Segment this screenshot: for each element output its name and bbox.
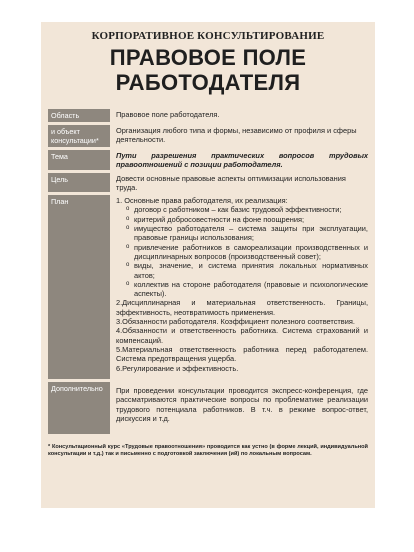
row-topic bbox=[48, 150, 368, 170]
value-topic: Пути разрешения практических вопросов трудовых правоотношений с позиции работодателя. bbox=[116, 151, 368, 170]
row-goal bbox=[48, 173, 368, 193]
header-kicker: КОРПОРАТИВНОЕ КОНСУЛЬТИРОВАНИЕ bbox=[91, 30, 325, 42]
document-page bbox=[41, 22, 375, 508]
value-area: Правовое поле работодателя. bbox=[116, 110, 220, 119]
label-object: и объект консультации* bbox=[48, 125, 110, 147]
value-object: Организация любого типа и формы, независимо от профиля и сферы деятельности. bbox=[116, 126, 357, 145]
plan-sub-list bbox=[126, 205, 368, 298]
plan-item: 3.Обязанности работодателя. Коэффициент полезного соответствия. bbox=[116, 317, 355, 327]
plan-sub-item: o коллектив на стороне работодателя (правовые и психологические аспекты). bbox=[126, 280, 368, 299]
plan-sub-item: o имущество работодателя – система защиты при эксплуатации, правовые границы использования; bbox=[126, 224, 368, 243]
plan-sub-item: o критерий добросовестности на фоне поощрения; bbox=[126, 215, 368, 224]
footnote: * Консультационный курс «Трудовые правоотношения» проводится как устно (в форме лекций, индивидуальной консультации и т.д.) так и письменно с подготовкой заключения (ий) по локальным вопросам. bbox=[48, 444, 368, 458]
plan-item: 5.Материальная ответственность работника перед работодателем. Система предотвращения ущерба. bbox=[116, 344, 368, 364]
label-extra: Дополнительно bbox=[48, 382, 110, 434]
value-extra: При проведении консультации проводится экспресс-конференция, где рассматриваются практические вопросы по проблематике реализации трудового потенциала работников. В т.ч. в режиме вопрос-ответ, дискуссия и т.д. bbox=[116, 386, 368, 424]
row-plan bbox=[48, 195, 368, 379]
plan-item: 2.Дисциплинарная и материальная ответственность. Границы, эффективность, неотвратимость применения. bbox=[116, 298, 368, 317]
plan-item: 6.Регулирование и эффективность. bbox=[116, 363, 239, 373]
info-table bbox=[48, 109, 368, 434]
value-goal: Довести основные правовые аспекты оптимизации использования труда. bbox=[116, 173, 346, 192]
value-plan bbox=[110, 195, 368, 379]
row-object bbox=[48, 125, 368, 147]
label-topic: Тема bbox=[48, 150, 110, 170]
plan-sub-item: o виды, значение, и система принятия локальных нормативных актов; bbox=[126, 261, 368, 280]
row-extra bbox=[48, 382, 368, 434]
plan-sub-item: o договор с работником – как базис трудовой эффективности; bbox=[126, 205, 368, 214]
plan-sub-item: o привлечение работников в самореализации производственных и дисциплинарных вопросов (производственный совет); bbox=[126, 243, 368, 262]
plan-item-1-text: 1. Основные права работодателя, их реализация: bbox=[116, 196, 288, 206]
title-line-1: ПРАВОВОЕ ПОЛЕ bbox=[109, 45, 307, 70]
plan-list bbox=[116, 196, 368, 373]
title-line-2: РАБОТОДАТЕЛЯ bbox=[115, 70, 301, 95]
row-area bbox=[48, 109, 368, 122]
plan-item: 4.Обязанности и ответственность работника. Система страхований и компенсаций. bbox=[116, 326, 368, 345]
label-plan: План bbox=[48, 195, 110, 379]
plan-item-1 bbox=[116, 196, 368, 298]
label-goal: Цель bbox=[48, 173, 110, 193]
label-area: Область bbox=[48, 109, 110, 122]
page-title bbox=[48, 45, 368, 95]
